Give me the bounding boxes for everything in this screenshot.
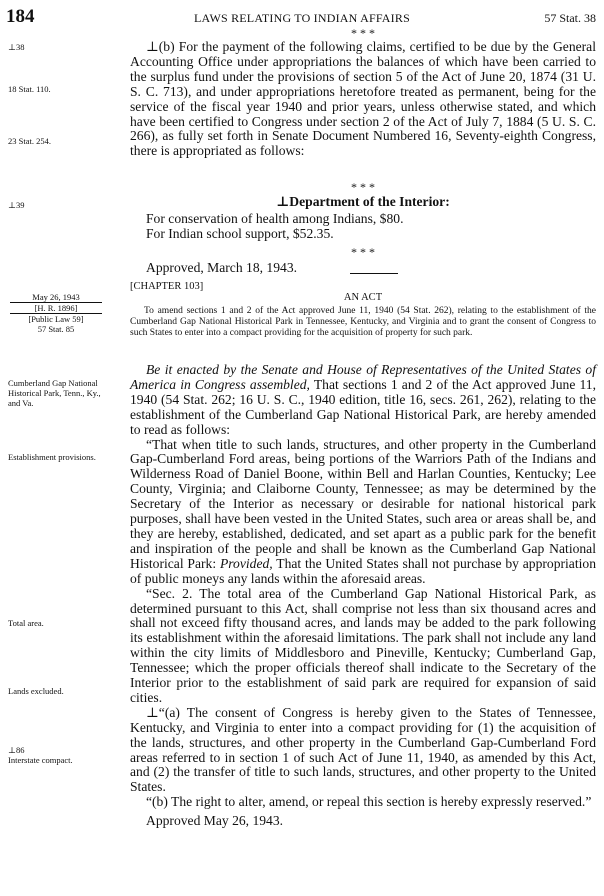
- section-1-main: “That when title to such lands, structures, and other property in the Cumberland Gap-Cumberland Ford areas, being portions of the Warriors Path of the Indians and Wilderness Road of Daniel Boone, within Bell and Harlan Counties, Kentucky; Lee County, Virginia; and Claiborne County, Tennessee; as may be determined by the Secretary of the Interior as necessary or desirable for national historical park purposes, shall have been vested in the United States, such area or areas shall be, and they are hereby, established, dedicated, and set apart as a public park for the benefit and inspiration of the people and shall be known as the Cumberland Gap National Historical Park:: [130, 436, 596, 571]
- section-2-text: “Sec. 2. The total area of the Cumberland Gap National Historical Park, as determined pursuant to this Act, shall comprise not less than six thousand acres and shall not exceed fifty thousand acres, and lands may be added to the park following its establishment within the aforesaid limitations. The park shall not include any land within the city limits of Middlesboro and Pineville, Kentucky; Cumberland Gap, Tennessee; which the proper officials thereof shall indicate to the Secretary of the Interior prior to the establishment of said park are required for expansion of said cities.: [130, 585, 596, 705]
- page-number: 184: [6, 6, 35, 27]
- act-title: AN ACT: [343, 292, 383, 303]
- bill-date: May 26, 1943: [32, 292, 80, 302]
- claims-paragraph: [130, 40, 596, 159]
- bill-number: [H. R. 1896]: [10, 302, 102, 314]
- act-body: [130, 363, 596, 829]
- appropriation-item: For conservation of health among Indians, $80.: [146, 211, 404, 226]
- margin-note-compact: [8, 745, 120, 765]
- bill-stat: 57 Stat. 85: [37, 324, 75, 334]
- margin-note-stat: 18 Stat. 110.: [8, 84, 51, 94]
- enacting-clause: [130, 363, 596, 438]
- enacting-italic: Be it enacted by the Senate and House of Representatives of the United States of America in Congress assembled,: [130, 362, 596, 392]
- margin-note-page-ref: ⊥38: [8, 42, 25, 52]
- compact-page-ref: ⊥86: [8, 745, 25, 755]
- compact-clause-a: ⊥“(a) The consent of Congress is hereby given to the States of Tennessee, Kentucky, and Virginia to enter into a compact providing for (1) the acquisition of the lands, structures, and other property in the Cumberland Gap-Cumberland Ford areas referred to in section 1 of such Act of June 11, 1940, as amended by this Act, and (2) the transfer of title to such lands, structures, and other property to the United States.: [130, 704, 596, 795]
- margin-note-stat: 23 Stat. 254.: [8, 136, 51, 146]
- compact-clause-b: “(b) The right to alter, amend, or repeal this section is hereby expressly reserved.”: [146, 794, 592, 810]
- section-1-tail: That the United States shall not purchase by appropriation of public moneys any lands within the aforesaid areas.: [130, 555, 596, 586]
- act-approval-date: Approved May 26, 1943.: [146, 813, 284, 829]
- margin-note-establishment: Establishment provisions.: [8, 452, 96, 462]
- running-title: LAWS RELATING TO INDIAN AFFAIRS: [194, 11, 410, 25]
- enacting-rest: That sections 1 and 2 of the Act approved June 11, 1940 (54 Stat. 262; 16 U. S. C., 1940 edition, title 16, secs. 261, 262), relating to the establishment of the Cumberland Gap National Historical Park, are hereby amended to read as follows:: [130, 376, 596, 437]
- margin-note-lands-excluded: Lands excluded.: [8, 686, 64, 696]
- margin-note-park: Cumberland Gap National Historical Park, Tenn., Ky., and Va.: [8, 378, 101, 408]
- ellipsis-stars: * * *: [351, 245, 375, 259]
- stat-reference: 57 Stat. 38: [544, 11, 596, 25]
- section-1-text: [130, 438, 596, 587]
- margin-note-bill-info: [10, 292, 102, 334]
- compact-label: Interstate compact.: [8, 755, 73, 765]
- department-heading: ⊥Department of the Interior:: [276, 194, 450, 209]
- approval-date: Approved, March 18, 1943.: [146, 260, 298, 275]
- act-synopsis: To amend sections 1 and 2 of the Act approved June 11, 1940 (54 Stat. 262), relating to the establishment of the Cumberland Gap National Historical Park in Tennessee, Kentucky, and Virginia and to grant the consent of Congress to such States to enter into a compact providing for the acquisition of property for such park.: [130, 306, 596, 338]
- divider-rule: [350, 273, 398, 274]
- claims-text: ⊥(b) For the payment of the following claims, certified to be due by the General Accounting Office under appropriations the balances of which have been carried to the surplus fund under the provisions of section 5 of the Act of June 20, 1874 (31 U. S. C. 713), and under appropriations heretofore treated as permanent, being for the service of the fiscal year 1940 and prior years, unless otherwise stated, and which have been certified to Congress under section 2 of the Act of July 7, 1884 (5 U. S. C. 266), as fully set forth in Senate Document Numbered 16, Seventy-eighth Congress, there is appropriated as follows:: [130, 39, 596, 159]
- public-law: [Public Law 59]: [28, 314, 84, 324]
- provided-italic: Provided,: [219, 555, 273, 571]
- chapter-label: [CHAPTER 103]: [130, 281, 204, 292]
- ellipsis-stars-top: * * *: [351, 26, 375, 40]
- margin-note-page-ref: ⊥39: [8, 200, 25, 210]
- appropriation-item: For Indian school support, $52.35.: [146, 226, 334, 241]
- margin-note-total-area: Total area.: [8, 618, 44, 628]
- ellipsis-stars: * * *: [351, 180, 375, 194]
